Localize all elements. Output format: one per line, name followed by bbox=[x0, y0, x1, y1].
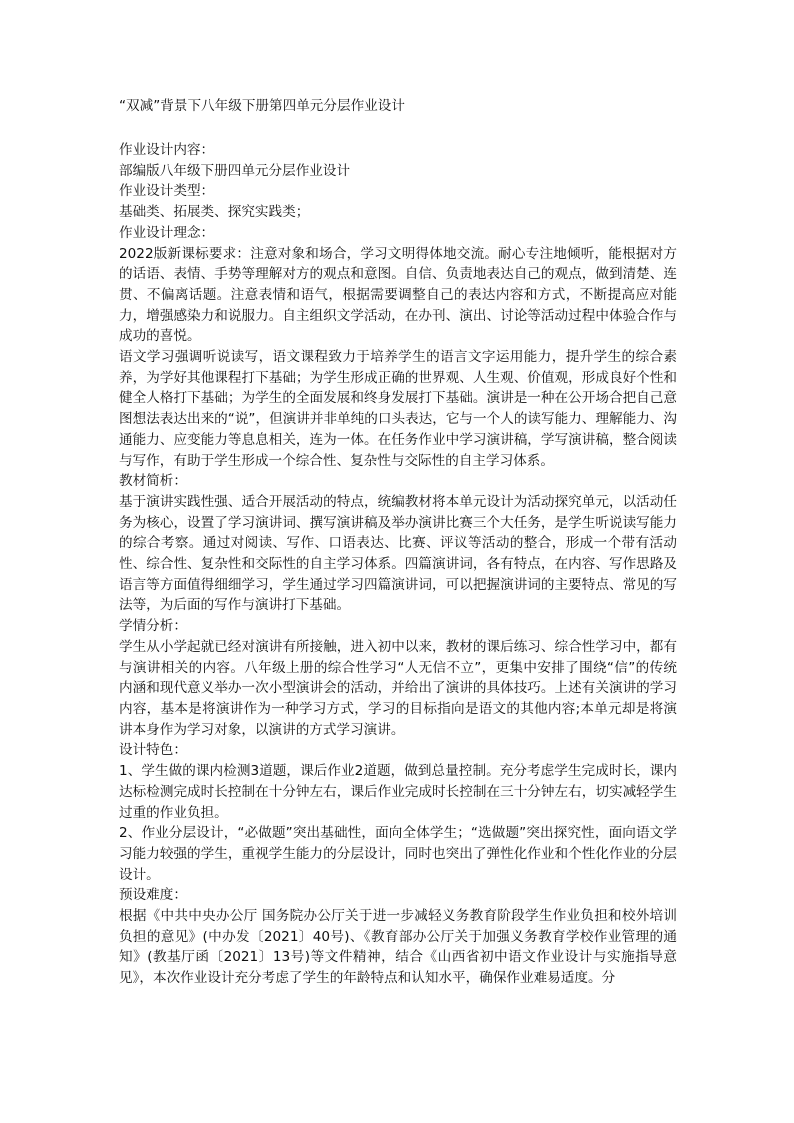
heading-preset-difficulty: 预设难度： bbox=[119, 887, 187, 904]
paragraph: 2022版新课标要求：注意对象和场合，学习文明得体地交流。耐心专注地倾听，能根据对方的话语、表情、手势等理解对方的观点和意图。自信、负责地表达自己的观点，做到清楚、连贯、不偏离话题。注意表情和语气，根据需要调整自己的表达内容和方式，不断提高应对能力，增强感染力和说服力。自主组织文学活动，在办刊、演出、讨论等活动过程中体验合作与成功的喜悦。 bbox=[119, 245, 677, 345]
heading-design-type: 作业设计类型： bbox=[119, 183, 215, 200]
document-title: “双减”背景下八年级下册第四单元分层作业设计 bbox=[119, 98, 405, 114]
paragraph: 语文学习强调听说读写，语文课程致力于培养学生的语言文字运用能力，提升学生的综合素养，为学好其他课程打下基础；为学生形成正确的世界观、人生观、价值观，形成良好个性和健全人格打下基础；为学生的全面发展和终身发展打下基础。演讲是一种在公开场合把自己意图想法表达出来的“说”，但演讲并非单纯的口头表达，它与一个人的读写能力、理解能力、沟通能力、应变能力等息息相关，连为一体。在任务作业中学习演讲稿，学写演讲稿，整合阅读与写作，有助于学生形成一个综合性、复杂性与交际性的自主学习体系。 bbox=[119, 349, 677, 469]
heading-design-concept: 作业设计理念： bbox=[119, 224, 215, 241]
document-body bbox=[119, 140, 677, 989]
paragraph: 基于演讲实践性强、适合开展活动的特点，统编教材将本单元设计为活动探究单元，以活动任务为核心，设置了学习演讲词、撰写演讲稿及举办演讲比赛三个大任务，是学生听说读写能力的综合考察。通过对阅读、写作、口语表达、比赛、评议等活动的整合，形成一个带有活动性、综合性、复杂性和交际性的自主学习体系。四篇演讲词，各有特点，在内容、写作思路及语言等方面值得细细学习，学生通过学习四篇演讲词，可以把握演讲词的主要特点、常见的写法等，为后面的写作与演讲打下基础。 bbox=[119, 493, 677, 614]
paragraph: 2、作业分层设计，“必做题”突出基础性，面向全体学生；“选做题”突出探究性，面向语文学习能力较强的学生，重视学生能力的分层设计，同时也突出了弹性化作业和个性化作业的分层设计。 bbox=[119, 825, 677, 883]
heading-textbook-analysis: 教材简析： bbox=[119, 473, 187, 490]
paragraph: 基础类、拓展类、探究实践类； bbox=[119, 204, 310, 221]
paragraph: 1、学生做的课内检测3道题，课后作业2道题，做到总量控制。充分考虑学生完成时长，课内达标检测完成时长控制在十分钟左右，课后作业完成时长控制在三十分钟左右，切实减轻学生过重的作业负担。 bbox=[119, 763, 677, 821]
heading-design-features: 设计特色： bbox=[119, 742, 187, 759]
paragraph: 部编版八年级下册四单元分层作业设计 bbox=[119, 162, 351, 179]
heading-design-content: 作业设计内容： bbox=[119, 142, 215, 158]
heading-student-analysis: 学情分析： bbox=[119, 618, 187, 635]
paragraph: 根据《中共中央办公厅 国务院办公厅关于进一步减轻义务教育阶段学生作业负担和校外培训负担的意见》(中办发〔2021〕40号)、《教育部办公厅关于加强义务教育学校作业管理的通知》(教基厅函〔2021〕13号)等文件精神，结合《山西省初中语文作业设计与实施指导意见》，本次作业设计充分考虑了学生的年龄特点和认知水平，确保作业难易适度。分 bbox=[119, 908, 677, 987]
paragraph: 学生从小学起就已经对演讲有所接触，进入初中以来，教材的课后练习、综合性学习中，都有与演讲相关的内容。八年级上册的综合性学习“人无信不立”，更集中安排了围绕“信”的传统内涵和现代意义举办一次小型演讲会的活动，并给出了演讲的具体技巧。上述有关演讲的学习内容，基本是将演讲作为一种学习方式，学习的目标指向是语文的其他内容;本单元却是将演讲本身作为学习对象，以演讲的方式学习演讲。 bbox=[119, 638, 677, 738]
